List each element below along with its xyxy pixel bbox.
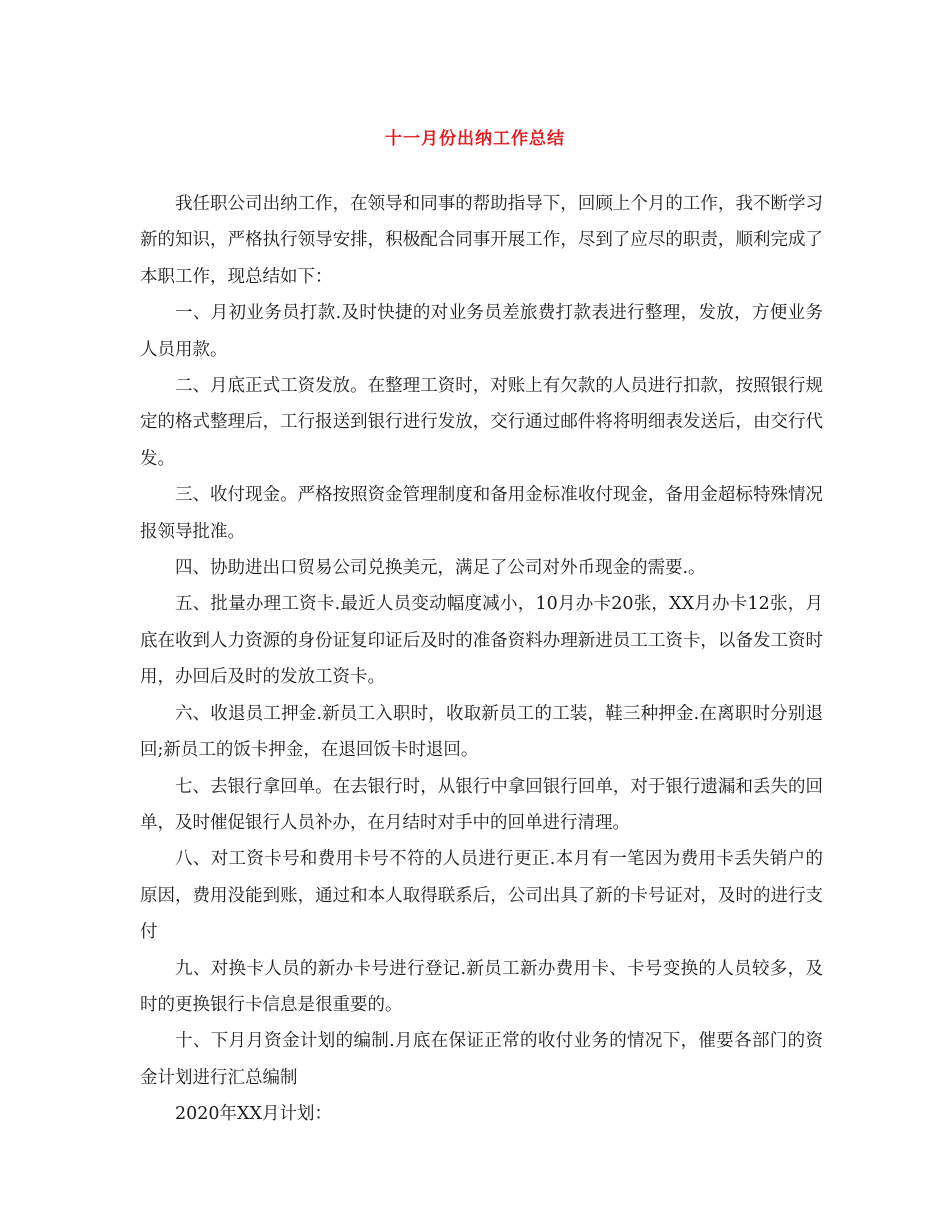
paragraph-plan-heading: 2020年XX月计划： [175, 1104, 332, 1125]
paragraph-item-3: 三、收付现金。严格按照资金管理制度和备用金标准收付现金，备用金超标特殊情况报领导批准。 [140, 485, 823, 542]
paragraph-item-5: 五、批量办理工资卡.最近人员变动幅度减小，10月办卡20张，XX月办卡12张，月底在收到人力资源的身份证复印证后及时的准备资料办理新进员工工资卡，以备发工资时用，办回后及时的发放工资卡。 [140, 594, 823, 688]
paragraph-item-4: 四、协助进出口贸易公司兑换美元，满足了公司对外币现金的需要.。 [175, 558, 706, 579]
paragraph-item-7: 七、去银行拿回单。在去银行时，从银行中拿回银行回单，对于银行遗漏和丢失的回单，及时催促银行人员补办，在月结时对手中的回单进行清理。 [140, 776, 823, 833]
paragraph-item-9: 九、对换卡人员的新办卡号进行登记.新员工新办费用卡、卡号变换的人员较多，及时的更换银行卡信息是很重要的。 [140, 958, 823, 1015]
paragraph-intro: 我任职公司出纳工作，在领导和同事的帮助指导下，回顾上个月的工作，我不断学习新的知识，严格执行领导安排，积极配合同事开展工作，尽到了应尽的职责，顺利完成了本职工作，现总结如下： [140, 194, 823, 287]
document-body [140, 186, 823, 1133]
paragraph-item-10: 十、下月月资金计划的编制.月底在保证正常的收付业务的情况下，催要各部门的资金计划进行汇总编制 [140, 1031, 823, 1088]
paragraph-item-6: 六、收退员工押金.新员工入职时，收取新员工的工装，鞋三种押金.在离职时分别退回;新员工的饭卡押金，在退回饭卡时退回。 [140, 703, 823, 761]
paragraph-item-1: 一、月初业务员打款.及时快捷的对业务员差旅费打款表进行整理，发放，方便业务人员用款。 [140, 303, 823, 360]
document-title: 十一月份出纳工作总结 [385, 129, 565, 149]
paragraph-item-8: 八、对工资卡号和费用卡号不符的人员进行更正.本月有一笔因为费用卡丢失销户的原因，费用没能到账，通过和本人取得联系后，公司出具了新的卡号证对，及时的进行支付 [140, 849, 823, 943]
paragraph-item-2: 二、月底正式工资发放。在整理工资时，对账上有欠款的人员进行扣款，按照银行规定的格式整理后，工行报送到银行进行发放，交行通过邮件将将明细表发送后，由交行代发。 [140, 376, 823, 469]
